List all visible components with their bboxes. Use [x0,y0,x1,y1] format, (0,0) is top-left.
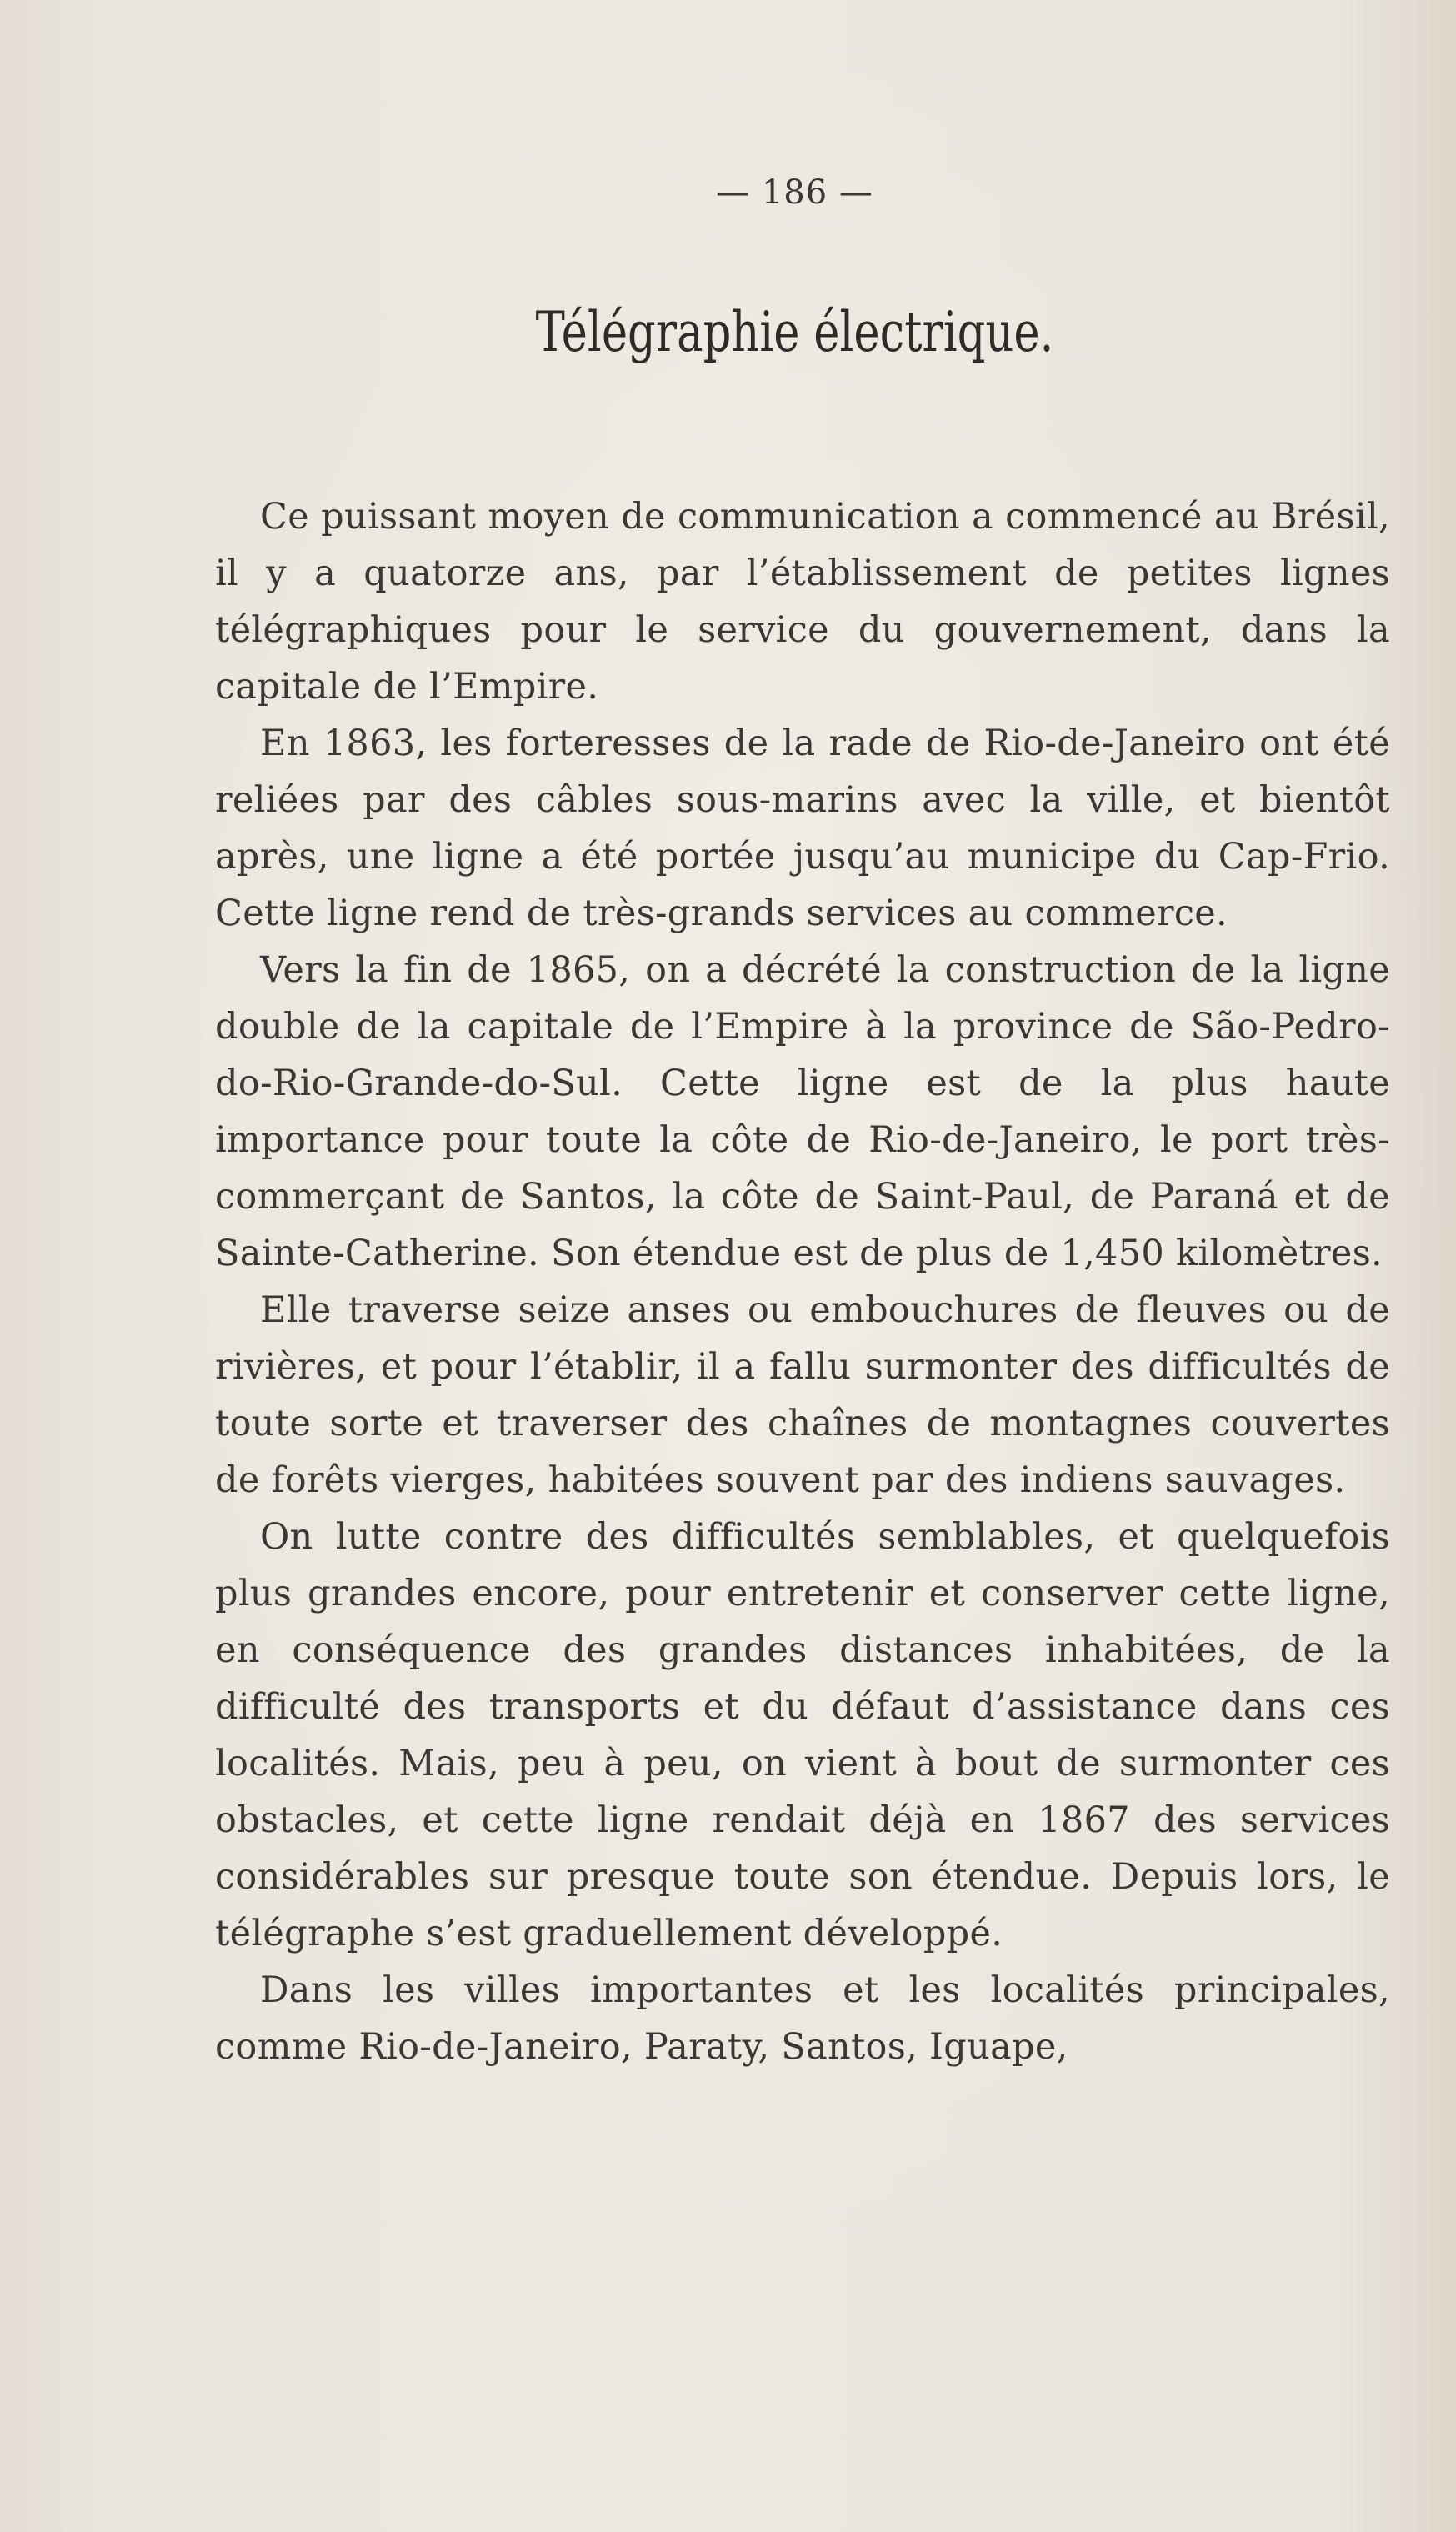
paragraph: Vers la fin de 1865, on a décrété la construction de la ligne double de la capitale de l’Empire à la province de São-Pedro-do-Rio-Grande-do-Sul. Cette ligne est de la plus haute importance pour toute la côte de Rio-de-Janeiro, le port très-commerçant de Santos, la côte de Saint-Paul, de Paraná et de Sainte-Catherine. Son étendue est de plus de 1,450 kilomètres. [215,949,1390,1274]
page-number: — 186 — [716,173,873,212]
paragraph: Dans les villes importantes et les localités principales, comme Rio-de-Janeiro, Paraty, Santos, Iguape, [215,1969,1390,2068]
chapter-title: Télégraphie électrique. [535,300,1054,364]
paragraph: Elle traverse seize anses ou embouchures de fleuves ou de rivières, et pour l’établir, il a fallu surmonter des difficultés de toute sorte et traverser des chaînes de montagnes couvertes de forêts vierges, habitées souvent par des indiens sauvages. [215,1289,1390,1501]
paragraph: Ce puissant moyen de communication a commencé au Brésil, il y a quatorze ans, par l’établissement de petites lignes télégraphiques pour le service du gouvernement, dans la capitale de l’Empire. [215,496,1390,708]
paragraph: On lutte contre des difficultés semblables, et quelquefois plus grandes encore, pour entretenir et conserver cette ligne, en conséquence des grandes distances inhabitées, de la difficulté des transports et du défaut d’assistance dans ces localités. Mais, peu à peu, on vient à bout de surmonter ces obstacles, et cette ligne rendait déjà en 1867 des services considérables sur presque toute son étendue. Depuis lors, le télégraphe s’est graduellement développé. [215,1516,1390,1954]
body-text [215,488,1390,2075]
paragraph: En 1863, les forteresses de la rade de Rio-de-Janeiro ont été reliées par des câbles sous-marins avec la ville, et bientôt après, une ligne a été portée jusqu’au municipe du Cap-Frio. Cette ligne rend de très-grands services au commerce. [215,723,1390,934]
